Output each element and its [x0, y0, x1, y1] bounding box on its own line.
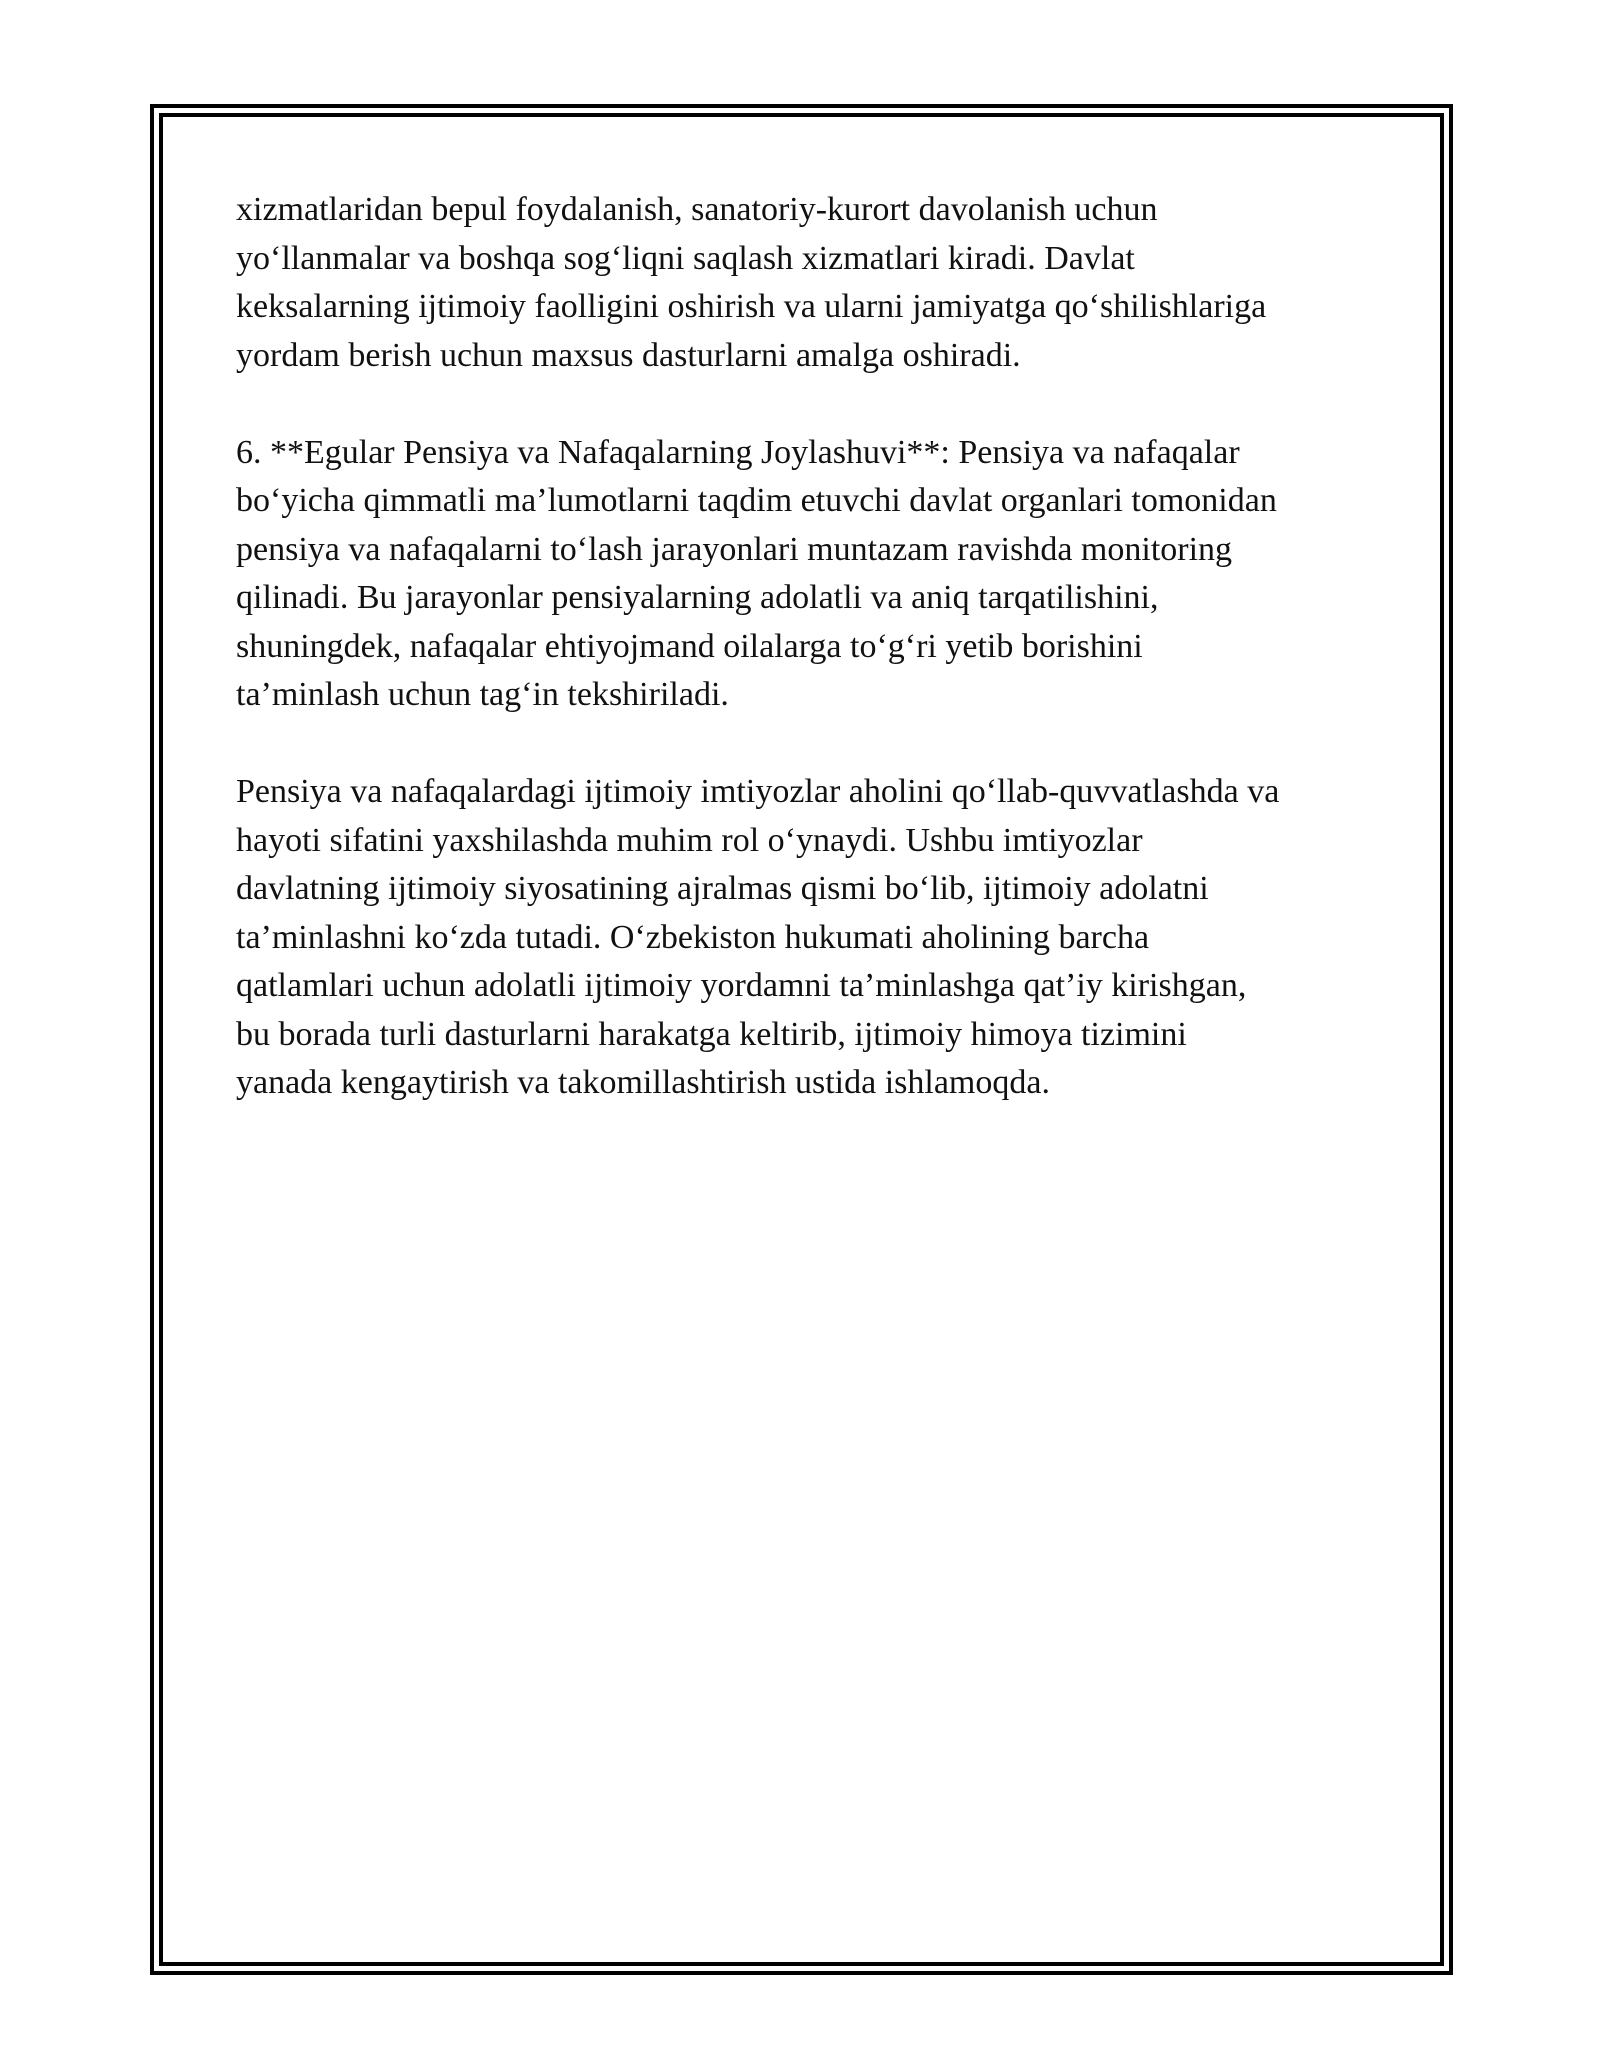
- paragraph-spacer: [236, 380, 1396, 429]
- text-line: pensiya va nafaqalarni to‘lash jarayonlari muntazam ravishda monitoring: [236, 530, 1233, 568]
- paragraph-1: [236, 186, 1396, 380]
- text-line: ta’minlash uchun tag‘in tekshiriladi.: [236, 676, 729, 713]
- paragraph-2: [236, 429, 1396, 720]
- document-body: [236, 186, 1396, 1108]
- text-line: yanada kengaytirish va takomillashtirish ustida ishlamoqda.: [236, 1064, 1050, 1101]
- text-line: yordam berish uchun maxsus dasturlarni amalga oshiradi.: [236, 336, 1021, 374]
- text-line: bu borada turli dasturlarni harakatga keltirib, ijtimoiy himoya tizimini: [236, 1015, 1187, 1053]
- text-line: qilinadi. Bu jarayonlar pensiyalarning adolatli va aniq tarqatilishini,: [236, 579, 1159, 616]
- text-line: bo‘yicha qimmatli ma’lumotlarni taqdim etuvchi davlat organlari tomonidan: [236, 482, 1277, 519]
- paragraph-spacer: [236, 720, 1396, 769]
- text-line: qatlamlari uchun adolatli ijtimoiy yordamni ta’minlashga qat’iy kirishgan,: [236, 967, 1247, 1004]
- text-line: shuningdek, nafaqalar ehtiyojmand oilalarga to‘g‘ri yetib borishini: [236, 627, 1143, 665]
- paragraph-3: [236, 768, 1396, 1108]
- text-line: Pensiya va nafaqalardagi ijtimoiy imtiyozlar aholini qo‘llab-quvvatlashda va: [236, 773, 1280, 810]
- text-line: 6. **Egular Pensiya va Nafaqalarning Joylashuvi**: Pensiya va nafaqalar: [236, 433, 1240, 471]
- text-line: xizmatlaridan bepul foydalanish, sanatoriy-kurort davolanish uchun: [236, 191, 1158, 228]
- text-line: ta’minlashni ko‘zda tutadi. O‘zbekiston hukumati aholining barcha: [236, 918, 1150, 956]
- text-line: yo‘llanmalar va boshqa sog‘liqni saqlash xizmatlari kiradi. Davlat: [236, 239, 1135, 277]
- text-line: hayoti sifatini yaxshilashda muhim rol o‘ynaydi. Ushbu imtiyozlar: [236, 821, 1143, 859]
- text-line: davlatning ijtimoiy siyosatining ajralmas qismi bo‘lib, ijtimoiy adolatni: [236, 870, 1209, 907]
- text-line: keksalarning ijtimoiy faolligini oshirish va ularni jamiyatga qo‘shilishlariga: [236, 288, 1267, 325]
